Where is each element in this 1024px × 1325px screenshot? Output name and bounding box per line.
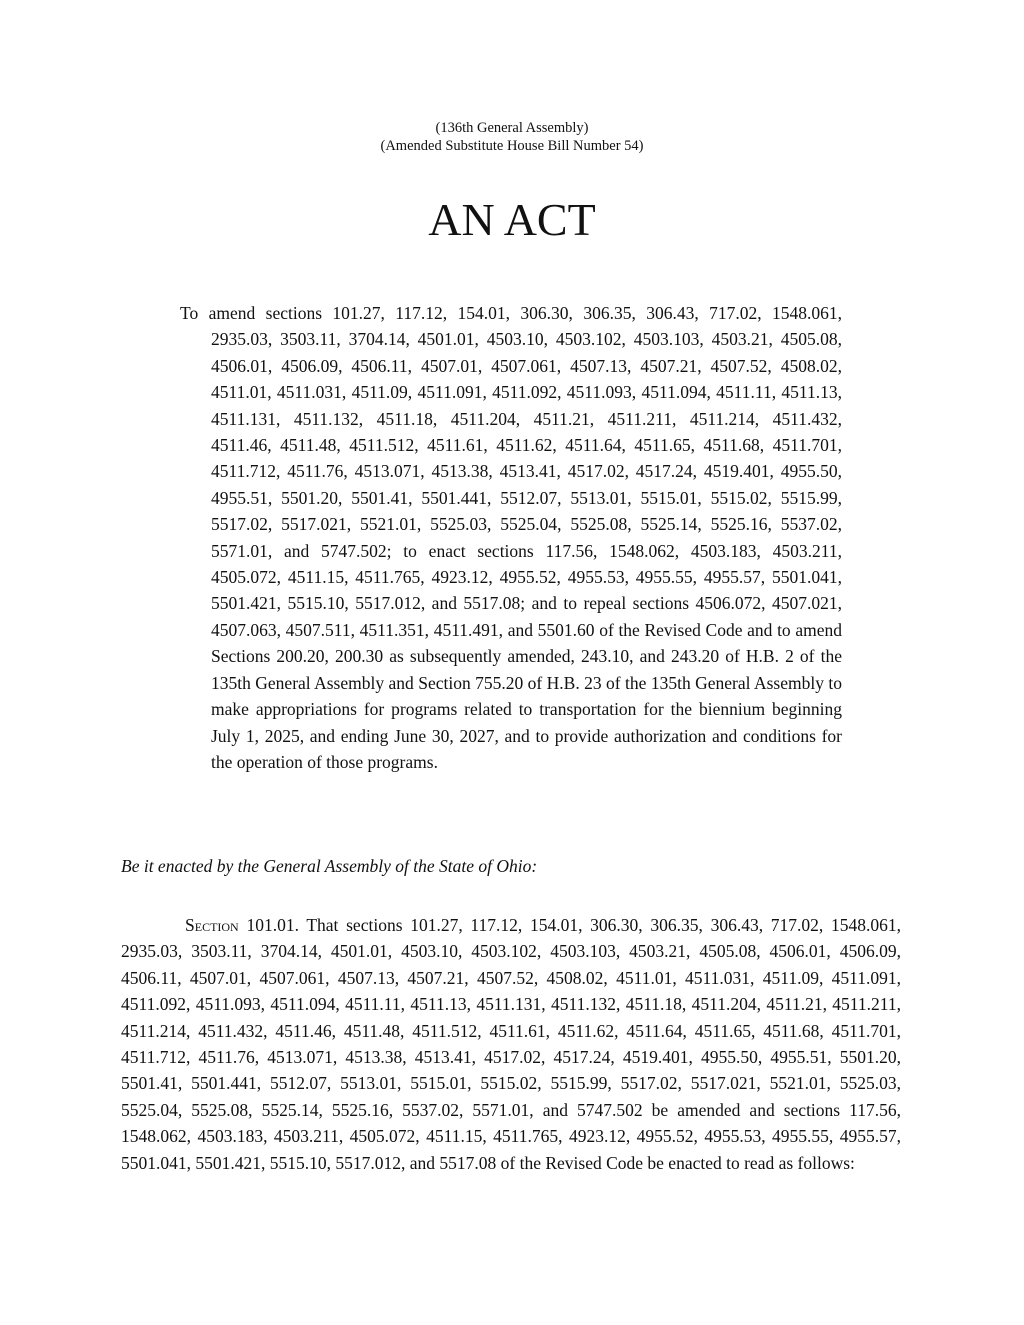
bill-number-line: (Amended Substitute House Bill Number 54) (380, 138, 644, 154)
section-101-01 (121, 912, 901, 1176)
section-label: Section (185, 915, 239, 935)
assembly-line: (136th General Assembly) (435, 120, 589, 136)
section-number: 101.01. (246, 915, 299, 935)
enacting-clause: Be it enacted by the General Assembly of the State of Ohio: (121, 856, 538, 876)
act-summary: To amend sections 101.27, 117.12, 154.01, 306.30, 306.35, 306.43, 717.02, 1548.061, 2935.03, 3503.11, 3704.14, 4501.01, 4503.10, 4503.102, 4503.103, 4503.21, 4505.08, 4506.01, 4506.09, 4506.11, 4507.01, 4507.061, 4507.13, 4507.21, 4507.52, 4508.02, 4511.01, 4511.031, 4511.09, 4511.091, 4511.092, 4511.093, 4511.094, 4511.11, 4511.13, 4511.131, 4511.132, 4511.18, 4511.204, 4511.21, 4511.211, 4511.214, 4511.432, 4511.46, 4511.48, 4511.512, 4511.61, 4511.62, 4511.64, 4511.65, 4511.68, 4511.701, 4511.712, 4511.76, 4513.071, 4513.38, 4513.41, 4517.02, 4517.24, 4519.401, 4955.50, 4955.51, 5501.20, 5501.41, 5501.441, 5512.07, 5513.01, 5515.01, 5515.02, 5515.99, 5517.02, 5517.021, 5521.01, 5525.03, 5525.04, 5525.08, 5525.14, 5525.16, 5537.02, 5571.01, and 5747.502; to enact sections 117.56, 1548.062, 4503.183, 4503.211, 4505.072, 4511.15, 4511.765, 4923.12, 4955.52, 4955.53, 4955.55, 4955.57, 5501.041, 5501.421, 5515.10, 5517.012, and 5517.08; and to repeal sections 4506.072, 4507.021, 4507.063, 4507.511, 4511.351, 4511.491, and 5501.60 of the Revised Code and to amend Sections 200.20, 200.30 as subsequently amended, 243.10, and 243.20 of H.B. 2 of the 135th General Assembly and Section 755.20 of H.B. 23 of the 135th General Assembly to make appropriations for programs related to transportation for the biennium beginning July 1, 2025, and ending June 30, 2027, and to provide authorization and conditions for the operation of those programs. (180, 303, 842, 772)
bill-header (0, 119, 1024, 155)
section-text: That sections 101.27, 117.12, 154.01, 306.30, 306.35, 306.43, 717.02, 1548.061, 2935.03, 3503.11, 3704.14, 4501.01, 4503.10, 4503.102, 4503.103, 4503.21, 4505.08, 4506.01, 4506.09, 4506.11, 4507.01, 4507.061, 4507.13, 4507.21, 4507.52, 4508.02, 4511.01, 4511.031, 4511.09, 4511.091, 4511.092, 4511.093, 4511.094, 4511.11, 4511.13, 4511.131, 4511.132, 4511.18, 4511.204, 4511.21, 4511.211, 4511.214, 4511.432, 4511.46, 4511.48, 4511.512, 4511.61, 4511.62, 4511.64, 4511.65, 4511.68, 4511.701, 4511.712, 4511.76, 4513.071, 4513.38, 4513.41, 4517.02, 4517.24, 4519.401, 4955.50, 4955.51, 5501.20, 5501.41, 5501.441, 5512.07, 5513.01, 5515.01, 5515.02, 5515.99, 5517.02, 5517.021, 5521.01, 5525.03, 5525.04, 5525.08, 5525.14, 5525.16, 5537.02, 5571.01, and 5747.502 be amended and sections 117.56, 1548.062, 4503.183, 4503.211, 4505.072, 4511.15, 4511.765, 4923.12, 4955.52, 4955.53, 4955.55, 4955.57, 5501.041, 5501.421, 5515.10, 5517.012, and 5517.08 of the Revised Code be enacted to read as follows: (121, 915, 901, 1173)
act-title: AN ACT (428, 194, 596, 245)
